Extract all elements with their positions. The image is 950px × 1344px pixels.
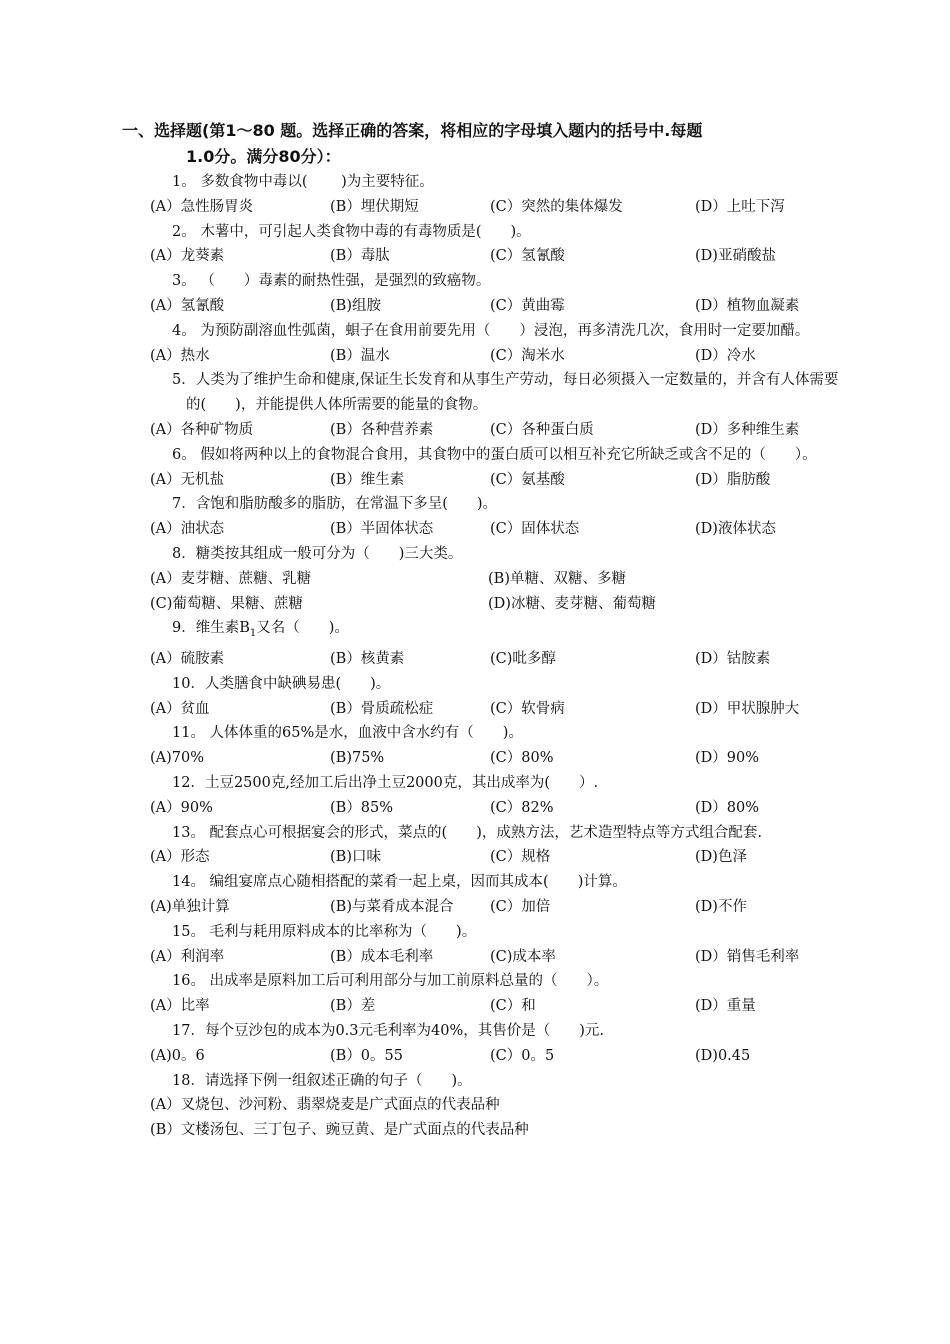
question-text: 12．土豆2500克,经加工后出净土豆2000克，其出成率为( ）. [172, 775, 599, 792]
option-b: (B）半固体状态 [330, 521, 434, 538]
option-a: (A）麦芽糖、蔗糖、乳糖 [150, 570, 312, 587]
question-text-pre: 9．维生素B [172, 620, 250, 637]
question-text: 18．请选择下例一组叙述正确的句子（ )。 [172, 1072, 472, 1089]
option-c: (C)成本率 [490, 948, 556, 965]
question-text: 10．人类膳食中缺碘易患( )。 [172, 675, 391, 692]
option-d: (D）冷水 [695, 347, 756, 364]
options-5 [150, 418, 850, 443]
option-b: (B)75% [330, 750, 385, 767]
option-a: (A）90% [150, 799, 213, 816]
section-heading-line1: 一、选择题(第1～80 题。选择正确的答案，将相应的字母填入题内的括号中.每题 [122, 121, 703, 140]
option-a: (A）叉烧包、沙河粉、翡翠烧麦是广式面点的代表品种 [150, 1097, 500, 1114]
options-10 [150, 697, 850, 722]
question-18 [150, 1069, 850, 1094]
option-c: (C）82% [490, 799, 554, 816]
options-6 [150, 468, 850, 493]
options-9 [150, 647, 850, 672]
options-2 [150, 244, 850, 269]
question-text: 6。 假如将两种以上的食物混合食用，其食物中的蛋白质可以相互补充它所缺乏或含不足的（ ）。 [172, 446, 817, 463]
question-text: 17．每个豆沙包的成本为0.3元毛利率为40%，其售价是（ )元. [172, 1022, 605, 1039]
question-list [150, 170, 850, 1143]
question-6 [150, 443, 850, 468]
option-a: (A）贫血 [150, 700, 210, 717]
question-text: 7．含饱和脂肪酸多的脂肪，在常温下多呈( )。 [172, 496, 498, 513]
question-17 [150, 1019, 850, 1044]
option-c: (C）规格 [490, 849, 551, 866]
option-c: (C）黄曲霉 [490, 297, 565, 314]
option-d: (D）植物血凝素 [695, 297, 800, 314]
option-c: (C）突然的集体爆发 [490, 198, 623, 215]
option-d: (D）甲状腺肿大 [695, 700, 800, 717]
option-b: (B）埋伏期短 [330, 198, 419, 215]
option-d: (D)液体状态 [695, 521, 776, 538]
options-18-row1 [150, 1093, 850, 1118]
options-3 [150, 294, 850, 319]
options-7 [150, 517, 850, 542]
option-a: (A）利润率 [150, 948, 225, 965]
option-d: (D）上吐下泻 [695, 198, 785, 215]
option-c: (C)吡多醇 [490, 651, 556, 668]
option-d: (D）多种维生素 [695, 421, 800, 438]
question-text: 8．糖类按其组成一般可分为（ )三大类。 [172, 545, 463, 562]
option-a: (A）硫胺素 [150, 651, 225, 668]
options-15 [150, 945, 850, 970]
question-text: 11。 人体体重的65%是水，血液中含水约有（ )。 [172, 725, 523, 742]
question-8 [150, 542, 850, 567]
option-d: (D)冰糖、麦芽糖、葡萄糖 [488, 595, 656, 612]
option-d: (D)0.45 [695, 1047, 751, 1064]
section-heading-line2: 1.0分。满分80分）： [186, 147, 341, 166]
option-a: (A）急性肠胃炎 [150, 198, 254, 215]
question-text: 16。 出成率是原料加工后可利用部分与加工前原料总量的（ ）。 [172, 973, 609, 990]
options-12 [150, 796, 850, 821]
subscript: 1 [249, 628, 257, 640]
question-text [172, 616, 850, 647]
option-c: (C)葡萄糖、果糖、蔗糖 [150, 595, 303, 612]
option-c: (C）氢氰酸 [490, 248, 565, 265]
option-d: (D)色泽 [695, 849, 747, 866]
option-b: (B)单糖、双糖、多糖 [488, 570, 626, 587]
option-b: (B)口味 [330, 849, 381, 866]
option-c: (C）0。5 [490, 1047, 555, 1064]
option-b: (B）各种营养素 [330, 421, 434, 438]
question-13 [150, 821, 850, 846]
option-a: (A）热水 [150, 347, 210, 364]
option-b: (B）0。55 [330, 1047, 403, 1064]
option-b: (B）成本毛利率 [330, 948, 434, 965]
option-d: (D）钴胺素 [695, 651, 771, 668]
question-text: 5．人类为了维护生命和健康,保证生长发育和从事生产劳动，每日必须摄入一定数量的，并含有人体需要的( )，并能提供人体所需要的能量的食物。 [172, 372, 839, 414]
question-text: 4。 为预防副溶血性弧菌，蛽子在食用前要先用（ ）浸泡，再多清洗几次，食用时一定要加醋。 [172, 322, 810, 339]
option-a: (A）各种矿物质 [150, 421, 254, 438]
option-d: (D）脂肪酸 [695, 471, 771, 488]
option-d: (D）重量 [695, 998, 756, 1015]
option-b: (B）核黄素 [330, 651, 405, 668]
question-text: 3。 （ ）毒素的耐热性强，是强烈的致癌物。 [172, 273, 491, 290]
options-1 [150, 195, 850, 220]
option-b: (B）差 [330, 998, 376, 1015]
options-4 [150, 344, 850, 369]
option-c: (C）淘米水 [490, 347, 565, 364]
option-b: (B）维生素 [330, 471, 405, 488]
question-14 [150, 870, 850, 895]
options-13 [150, 845, 850, 870]
question-16 [150, 969, 850, 994]
options-17 [150, 1044, 850, 1069]
question-9 [150, 616, 850, 647]
option-b: (B）85% [330, 799, 394, 816]
option-c: (C）软骨病 [490, 700, 565, 717]
question-text: 2。 木薯中，可引起人类食物中毒的有毒物质是( )。 [172, 223, 531, 240]
option-c: (C）80% [490, 750, 554, 767]
question-15 [150, 920, 850, 945]
option-c: (C）和 [490, 998, 536, 1015]
question-text-post: 又名（ )。 [256, 620, 349, 637]
option-a: (A)单独计算 [150, 899, 230, 915]
option-b: (B）温水 [330, 347, 390, 364]
question-4 [150, 319, 850, 344]
option-b: (B)与菜肴成本混合 [330, 899, 454, 915]
option-a: (A）无机盐 [150, 471, 225, 488]
options-14 [150, 895, 850, 920]
option-c: (C）氨基酸 [490, 471, 565, 488]
option-a: (A）比率 [150, 998, 210, 1015]
options-8-row2 [150, 592, 850, 617]
question-11 [150, 721, 850, 746]
question-text: 15。 毛利与耗用原料成本的比率称为（ )。 [172, 923, 477, 940]
option-a: (A）龙葵素 [150, 248, 225, 265]
question-10 [150, 672, 850, 697]
options-18-row2 [150, 1118, 850, 1143]
option-d: (D）销售毛利率 [695, 948, 800, 965]
options-11 [150, 746, 850, 771]
option-d: (D)不作 [695, 899, 747, 915]
question-7 [150, 492, 850, 517]
question-1 [150, 170, 850, 195]
option-b: (B）毒肽 [330, 248, 390, 265]
question-12 [150, 771, 850, 796]
question-text: 1。 多数食物中毒以( )为主要特征。 [172, 174, 434, 190]
question-3 [150, 269, 850, 294]
option-a: (A）氢氰酸 [150, 297, 225, 314]
option-d: (D)亚硝酸盐 [695, 248, 776, 265]
option-c: (C）加倍 [490, 899, 551, 915]
option-a: (A)70% [150, 750, 205, 767]
options-16 [150, 994, 850, 1019]
option-a: (A)0。6 [150, 1047, 205, 1064]
section-heading [122, 118, 842, 170]
options-8-row1 [150, 567, 850, 592]
question-2 [150, 220, 850, 245]
option-c: (C）固体状态 [490, 521, 580, 538]
option-b: (B）骨质疏松症 [330, 700, 434, 717]
option-d: (D）80% [695, 799, 760, 816]
option-a: (A）油状态 [150, 521, 225, 538]
option-d: (D）90% [695, 750, 760, 767]
question-5 [150, 368, 850, 418]
option-b: (B）文楼汤包、三丁包子、豌豆黄、是广式面点的代表品种 [150, 1122, 529, 1139]
option-c: (C）各种蛋白质 [490, 421, 594, 438]
option-a: (A）形态 [150, 849, 210, 866]
question-text: 14。 编组宴席点心随相搭配的菜肴一起上桌，因而其成本( )计算。 [172, 874, 627, 891]
question-text: 13。 配套点心可根据宴会的形式，菜点的( )，成熟方法，艺术造型特点等方式组合配套. [172, 824, 762, 841]
option-b: (B)组胺 [330, 297, 381, 314]
